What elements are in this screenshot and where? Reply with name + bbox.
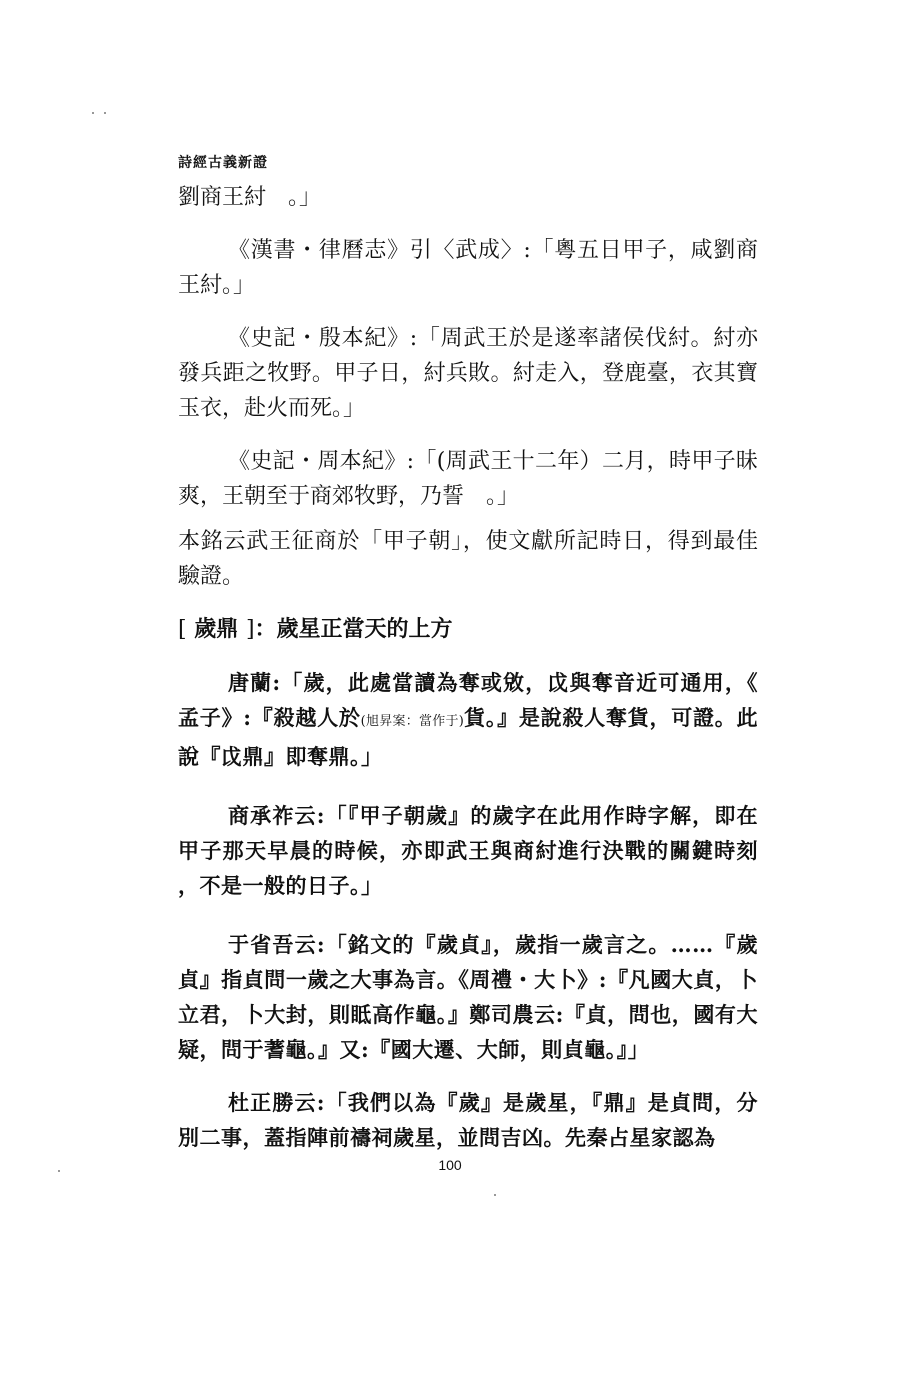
quote-du-zhengsheng: 杜正勝云:「我們以為『歲』是歲星，『鼎』是貞問，分別二事，蓋指陣前禱祠歲星，並問吉凶。先秦占星家認為 bbox=[178, 1090, 758, 1150]
heading-bracket-close: ] bbox=[245, 617, 255, 642]
quote-shang-chengzuo: 商承祚云:「『甲子朝歲』的歲字在此用作時字解，即在甲子那天早晨的時候，亦即武王與商紂進行決戰的關鍵時刻，不是一般的日子。」 bbox=[178, 803, 758, 898]
scan-speck bbox=[104, 112, 106, 114]
running-head: 詩經古義新證 bbox=[178, 155, 268, 171]
heading-term: 歲鼎 bbox=[194, 616, 239, 642]
scan-speck bbox=[494, 1194, 496, 1196]
paragraph-shiji-zhou: 《史記・周本紀》:「(周武王十二年）二月，時甲子昧爽，王朝至于商郊牧野，乃誓 。」 bbox=[178, 449, 758, 509]
scan-speck bbox=[92, 112, 94, 114]
quote-tang-lan bbox=[178, 665, 758, 774]
paragraph-shiji-yin: 《史記・殷本紀》:「周武王於是遂率諸侯伐紂。紂亦發兵距之牧野。甲子日，紂兵敗。紂走入，登鹿臺，衣其寶玉衣，赴火而死。」 bbox=[178, 326, 758, 421]
quote-yu-xingwu: 于省吾云:「銘文的『歲貞』，歲指一歲言之。……『歲貞』指貞問一歲之大事為言。《周禮・大卜》:『凡國大貞，卜立君，卜大封，則眡高作龜。』鄭司農云:『貞，問也，國有大疑，問于蓍龜。』又:『國大遷、大師，則貞龜。』」 bbox=[178, 932, 758, 1062]
paragraph-continuation: 劉商王紂 。」 bbox=[178, 185, 322, 210]
heading-title: ：歲星正當天的上方 bbox=[254, 616, 453, 642]
quote-tang-lan-text-1: 唐蘭:「歲，此處當讀為奪或敓，戉與奪音近可通用，《孟子》:『殺越人於 bbox=[178, 670, 758, 730]
page-number: 100 bbox=[438, 1157, 462, 1173]
text-body bbox=[178, 180, 758, 1155]
paragraph-hanshu: 《漢書・律曆志》引〈武成〉:「粵五日甲子，咸劉商王紂。」 bbox=[178, 238, 758, 298]
heading-bracket-open: [ bbox=[178, 617, 187, 642]
quote-tang-lan-text-2: 貨。』是說殺人奪貨，可證。此說『戉鼎』即奪鼎。」 bbox=[178, 705, 758, 769]
editor-note: (旭昇案：當作于) bbox=[360, 714, 464, 729]
section-heading bbox=[178, 612, 758, 647]
paragraph-conclusion: 本銘云武王征商於「甲子朝」，使文獻所記時日，得到最佳驗證。 bbox=[178, 529, 758, 589]
